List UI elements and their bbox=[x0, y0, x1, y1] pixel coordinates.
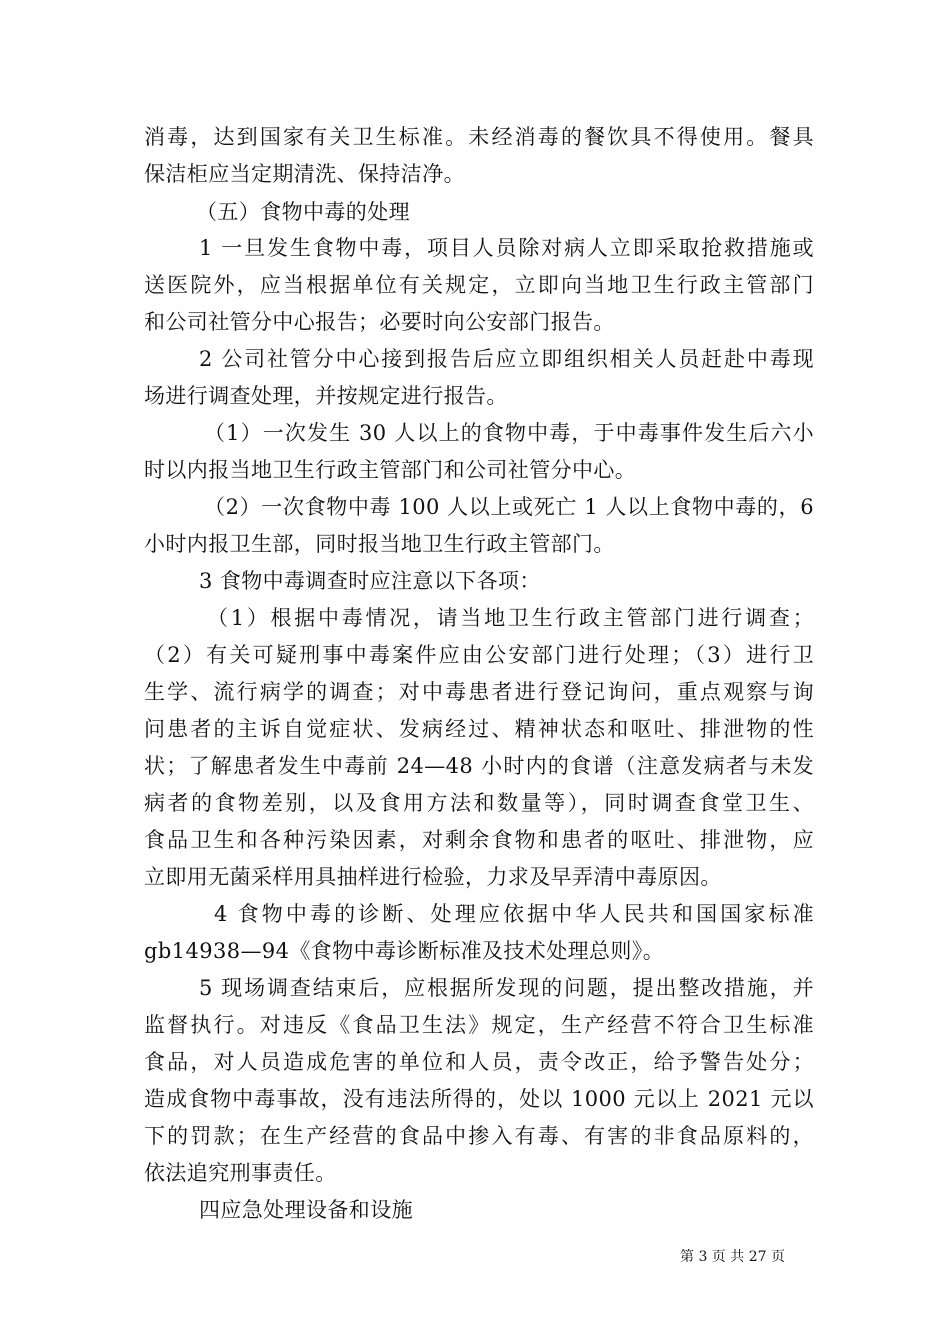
text-line: 5 现场调查结束后，应根据所发现的问题，提出整改措施，并 bbox=[199, 976, 814, 1000]
text-line: 2 公司社管分中心接到报告后应立即组织相关人员赶赴中毒现 bbox=[199, 347, 814, 371]
text-line: （1）一次发生 30 人以上的食物中毒，于中毒事件发生后六小 bbox=[204, 421, 814, 445]
text-line: （2）一次食物中毒 100 人以上或死亡 1 人以上食物中毒的，6 bbox=[204, 495, 814, 519]
section-heading: 四应急处理设备和设施 bbox=[199, 1198, 413, 1222]
page-number: 第 3 页 共 27 页 bbox=[680, 1249, 785, 1265]
text-line: 场进行调查处理，并按规定进行报告。 bbox=[144, 384, 508, 408]
text-line: 小时内报卫生部，同时报当地卫生行政主管部门。 bbox=[144, 532, 615, 556]
text-line: 3 食物中毒调查时应注意以下各项： bbox=[199, 569, 541, 593]
text-line: 监督执行。对违反《食品卫生法》规定，生产经营不符合卫生标准 bbox=[144, 1013, 814, 1037]
text-line: （1）根据中毒情况，请当地卫生行政主管部门进行调查； bbox=[207, 606, 814, 630]
text-line: 下的罚款；在生产经营的食品中掺入有毒、有害的非食品原料的， bbox=[144, 1124, 814, 1148]
text-line: 食品，对人员造成危害的单位和人员，责令改正，给予警告处分； bbox=[144, 1050, 814, 1074]
text-line: 和公司社管分中心报告；必要时向公安部门报告。 bbox=[144, 310, 615, 334]
text-line: 病者的食物差别，以及食用方法和数量等），同时调查食堂卫生、 bbox=[144, 791, 814, 815]
text-line: 送医院外，应当根据单位有关规定，立即向当地卫生行政主管部门 bbox=[144, 273, 814, 297]
text-line: 立即用无菌采样用具抽样进行检验，力求及早弄清中毒原因。 bbox=[144, 865, 722, 889]
text-line: 状；了解患者发生中毒前 24—48 小时内的食谱（注意发病者与未发 bbox=[144, 754, 814, 778]
text-line: 4 食物中毒的诊断、处理应依据中华人民共和国国家标准 bbox=[214, 902, 814, 926]
text-line: 生学、流行病学的调查；对中毒患者进行登记询问，重点观察与询 bbox=[144, 680, 814, 704]
text-line: （2）有关可疑刑事中毒案件应由公安部门进行处理；（3）进行卫 bbox=[144, 643, 814, 667]
text-line: gb14938—94《食物中毒诊断标准及技术处理总则》。 bbox=[144, 939, 665, 963]
section-heading: （五）食物中毒的处理 bbox=[196, 200, 410, 224]
text-line: 食品卫生和各种污染因素，对剩余食物和患者的呕吐、排泄物，应 bbox=[144, 828, 814, 852]
text-line: 依法追究刑事责任。 bbox=[144, 1161, 337, 1185]
text-line: 消毒，达到国家有关卫生标准。未经消毒的餐饮具不得使用。餐具 bbox=[144, 125, 814, 149]
text-line: 造成食物中毒事故，没有违法所得的，处以 1000 元以上 2021 元以 bbox=[144, 1087, 814, 1111]
text-line: 1 一旦发生食物中毒，项目人员除对病人立即采取抢救措施或 bbox=[199, 236, 814, 260]
text-line: 问患者的主诉自觉症状、发病经过、精神状态和呕吐、排泄物的性 bbox=[144, 717, 814, 741]
text-line: 保洁柜应当定期清洗、保持洁净。 bbox=[144, 162, 465, 186]
text-line: 时以内报当地卫生行政主管部门和公司社管分中心。 bbox=[144, 458, 637, 482]
